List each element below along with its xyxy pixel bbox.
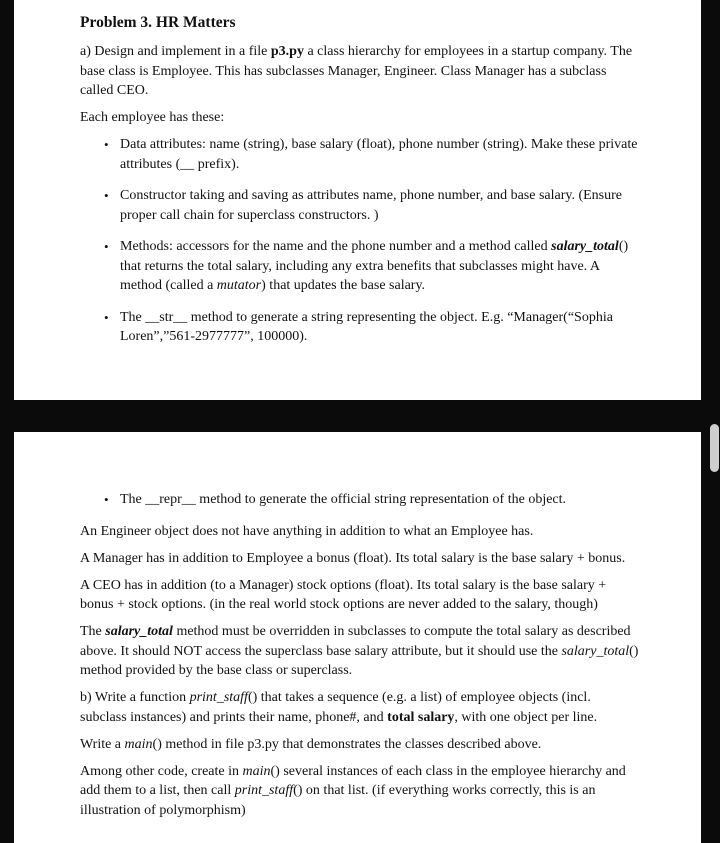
repr-bullet-list xyxy=(80,490,639,510)
paragraph-part-a: a) Design and implement in a file p3.py a class hierarchy for employees in a startup company. The base class is Employee. This has subclasses Manager, Engineer. Class Manager has a subclass called CEO. xyxy=(80,44,633,98)
paragraph-polymorphism: Among other code, create in main() several instances of each class in the employee hierarchy and add them to a list, then call print_staff() on that list. (if everything works correctly, this is an illustration of polymorphism) xyxy=(80,763,626,818)
bullet-constructor: • Constructor taking and saving as attributes name, phone number, and base salary. (Ensure proper call chain for superclass constructors. ) xyxy=(80,186,639,225)
problem-title: Problem 3. HR Matters xyxy=(80,14,236,31)
paragraph-engineer: An Engineer object does not have anything in addition to what an Employee has. xyxy=(80,523,534,539)
bullet-methods: • Methods: accessors for the name and the phone number and a method called salary_total() that returns the total salary, including any extra benefits that subclasses might have. A method (called a mutator) that updates the base salary. xyxy=(80,237,639,296)
bullet-data-attributes: • Data attributes: name (string), base salary (float), phone number (string). Make these private attributes (__ prefix). xyxy=(80,135,639,174)
bullet-repr-method: • The __repr__ method to generate the official string representation of the object. xyxy=(80,490,639,510)
requirements-bullet-list xyxy=(80,135,639,347)
paragraph-ceo: A CEO has in addition (to a Manager) stock options (float). Its total salary is the base salary + bonus + stock options. (in the real world stock options are never added to the salary, though) xyxy=(80,577,607,612)
paragraph-part-b: b) Write a function print_staff() that takes a sequence (e.g. a list) of employee objects (incl. subclass instances) and prints their name, phone#, and total salary, with one object per line. xyxy=(80,690,598,725)
paragraph-manager: A Manager has in addition to Employee a bonus (float). Its total salary is the base salary + bonus. xyxy=(80,550,626,566)
bullet-str-method: • The __str__ method to generate a string representing the object. E.g. “Manager(“Sophia Loren”,”561-2977777”, 100000). xyxy=(80,308,639,347)
scrollbar-thumb[interactable] xyxy=(710,424,719,472)
document-page-1 xyxy=(14,0,701,400)
paragraph-salary-total-override: The salary_total method must be overridden in subclasses to compute the total salary as described above. It should NOT access the superclass base salary attribute, but it should use the salary_total() method provided by the base class or superclass. xyxy=(80,624,639,678)
document-page-2 xyxy=(14,432,701,843)
paragraph-main-method: Write a main() method in file p3.py that demonstrates the classes described above. xyxy=(80,736,542,752)
paragraph-each-employee: Each employee has these: xyxy=(80,110,225,125)
